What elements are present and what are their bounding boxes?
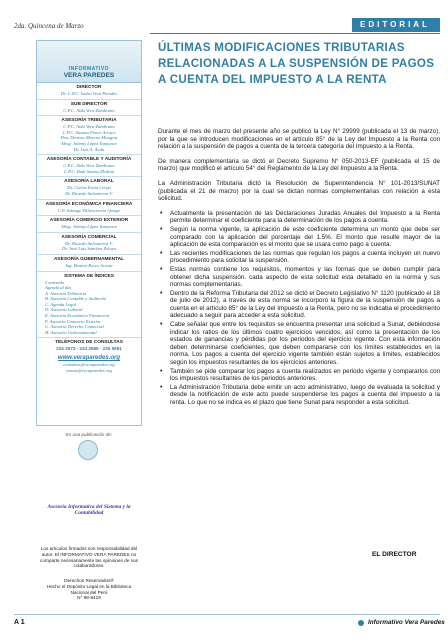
index-line: H. Asesoría Gubernamental	[45, 329, 97, 335]
bullet-item: • Dentro de la Reforma Tributaria del 2012 se dictó el Decreto Legislativo N° 1120 (publicado el 18 de julio de 2012), a través de esta norma se incorporó la figura de la suspensión de pagos a cuenta en el artículo 85° de la Ley del Impuesto a la Renta, pero no se indicaba el procedimiento adecuado a seguir para acceder a esta solicitud.	[158, 290, 440, 320]
staff-section	[37, 255, 141, 272]
staff-section-title: ASESORÍA COMERCIAL	[61, 234, 117, 240]
staff-section	[37, 116, 141, 155]
bullet-item: • Estas normas contiene los requisitos, momentos y las formas que se deben cumplir para obtener dicha suspensión. cada aspecto de esta solicitud esta detallado en la norma y sus normas complementarias.	[158, 266, 440, 289]
staff-member: Abog. Johnny López Yanayaco	[60, 224, 118, 230]
legal-rights	[36, 578, 142, 601]
staff-section-title: ASESORÍA LABORAL	[64, 179, 114, 185]
phones-section	[37, 338, 141, 375]
staff-section	[37, 177, 141, 199]
bullet-item: • La Administración Tributaria debe emitir un acto administrativo, luego de evaluada la solicitud y desde la notificación de este acto puede suspenderse los pagos a cuenta del impuesto a la renta. Lo que no se indica es el plazo que tiene Sunat para responder a esta solicitud.	[158, 384, 440, 407]
rights-line: Derechos Reservados®	[64, 578, 114, 583]
staff-member: Dr. Carlos Ezeta Cerpa	[67, 185, 111, 191]
bullet-item: • Actualmente la presentación de las Declaraciones Juradas Anuales del Impuesto a la Renta permite determinar el coeficiente para la determinación de los pagos a cuenta.	[158, 210, 440, 225]
article-title: ÚLTIMAS MODIFICACIONES TRIBUTARIAS RELACIONADAS A LA SUSPENSIÓN DE PAGOS A CUENTA DEL IMPUESTO A LA RENTA	[158, 41, 435, 86]
staff-member: C.P.C. Aida Vera Zambrano	[63, 163, 115, 169]
staff-section	[37, 155, 141, 177]
staff-member: C.P.C. Raúl Santos Medina	[63, 168, 115, 174]
staff-section	[37, 83, 141, 100]
rights-line: N° 98-8419	[77, 595, 101, 601]
issue-label: 2da. Quincena de Marzo	[14, 22, 84, 30]
magazine-logo	[37, 41, 141, 83]
email-link[interactable]: consultas@veraparedes.org	[63, 362, 115, 368]
staff-section	[37, 100, 141, 117]
index-line: E. Asesoría Económico Financiera	[45, 313, 110, 319]
bullet-list	[158, 210, 440, 407]
publisher-block	[36, 432, 142, 536]
bullet-item: • Cabe señalar que entre los requisitos se encuentra presentar una solicitud a Sunat, debiéndose indicar los ratios de los últimos cuatro ejercicios vencidos, así como la presentación de los estados de ganancias y pérdidas por los periodos del ejercicio vigente. Con esta información deben determinarse coeficientes, que deben compararse con los límites establecidos en la norma. Los pagos a cuenta del ejercicio vigente también están sujetos a límites, establecidos según los impuestos resultantes de los ejercicios anteriores.	[158, 321, 440, 367]
staff-section	[37, 233, 141, 255]
rights-line: Hecho el Depósito Legal en la Biblioteca	[46, 583, 132, 589]
staff-member: Abog. Johnny López Yanayaco	[60, 140, 118, 146]
section-label: EDITORIAL	[360, 20, 430, 29]
index-line: Agenda al día	[45, 285, 71, 291]
index-line: G. Asesoría Derecho Comercial	[45, 324, 104, 330]
rights-line: Nacional del Perú	[70, 589, 108, 595]
staff-section	[37, 216, 141, 233]
logo-tagline: INFORMATIVO	[68, 66, 110, 72]
phone-numbers: 224 2573 - 224 2595 - 225 5951	[56, 346, 122, 352]
index-line: A. Asesoría Tributaria	[45, 290, 87, 296]
staff-member: Dr. Ricardo Salvatierra V.	[65, 240, 113, 246]
disclaimer: Los artículos firmados son responsabilidad del autor. El INFORMATIVO VERA PAREDES no comparte necesariamente las opiniones de sus colaboradores.	[40, 546, 138, 569]
footer-divider	[14, 614, 440, 615]
staff-list	[37, 83, 141, 272]
article-paragraph: La Administración Tributaria dictó la Resolución de Superintendencia N° 101-2013/SUNAT (publicada el 21 de marzo) por la cual se dictan normas complementarias con relación a esta solicitud.	[158, 179, 440, 203]
publisher-logo-icon	[78, 440, 98, 460]
staff-section-title: ASESORÍA TRIBUTARIA	[61, 118, 117, 124]
brand-icon	[358, 620, 364, 626]
article-paragraph: De manera complementaria se dictó el Decreto Supremo N° 050-2013-EF (publicada el 15 de marzo) que modificó el artículo 54° del Reglamento de la Ley del Impuesto a la Renta.	[158, 157, 440, 173]
email-link[interactable]: ventas@veraparedes.org	[66, 367, 112, 373]
publisher-name: Asesoría Informativa del Sistema y la Contabilidad	[47, 504, 131, 516]
article-body	[158, 128, 440, 408]
footer-brand: Informativo Vera Paredes	[368, 619, 445, 626]
index-section	[37, 272, 141, 339]
phones-title: TELÉFONOS DE CONSULTAS	[55, 340, 123, 346]
website-link[interactable]: www.veraparedes.org	[57, 355, 121, 362]
staff-section-title: ASESORÍA COMERCIO EXTERIOR	[49, 218, 129, 224]
staff-section	[37, 200, 141, 217]
header-divider	[150, 33, 440, 34]
staff-member: C.P.C. Aida Vera Zambrano	[63, 107, 115, 113]
staff-section-title: ASESORÍA GUBERNAMENTAL	[53, 256, 125, 262]
staff-member: C.P. Solange Villavicencio Quispe	[57, 207, 121, 213]
staff-member: Dr. C.P.C. Isidro Vera Paredes	[60, 91, 118, 96]
logo-name: VERA PAREDES	[63, 72, 115, 79]
staff-member: Dr. Luis A. Ávila	[73, 146, 105, 152]
page-number: A 1	[14, 619, 25, 626]
index-line: F. Asesoría Comercio Exterior	[45, 318, 102, 324]
index-line: D. Asesoría Laboral	[45, 307, 83, 313]
staff-section-title: ASESORÍA ECONÓMICA FINANCIERA	[45, 201, 133, 207]
bullet-item: • Las recientes modificaciones de las normas que regulan los pagos a cuenta incluyen un nuevo procedimiento para solicitar la suspensión.	[158, 250, 440, 265]
index-title: SISTEMA DE ÍNDICES	[64, 273, 114, 279]
staff-section-title: SUB DIRECTOR	[70, 101, 108, 107]
staff-section-title: ASESORÍA CONTABLE Y AUDITORÍA	[46, 157, 132, 163]
staff-section-title: DIRECTOR	[76, 85, 102, 90]
staff-member: C.P.C. Susana Ponce Arroyo	[62, 129, 116, 135]
staff-member: Dr. Ricardo Salvatierra V.	[65, 190, 113, 196]
article-paragraph: Durante el mes de marzo del presente año se publicó la Ley N° 29999 (publicada el 13 de marzo), por la que se introducen modificaciones en el artículo 85° de la Ley del Impuesto a la Renta con relación a la suspensión de pagos a cuenta de la tercera categoría del Impuesto a la Renta.	[158, 128, 440, 151]
staff-member: C.P.C. Aida Vera Zambrano	[63, 124, 115, 130]
staff-member: Ing. Beatriz Reyes Acosta	[65, 262, 113, 268]
staff-member: Dr. José Luis Sánchez Zelaya	[62, 246, 116, 252]
staff-member: Dra. Denisse Moreno Mongrut	[60, 135, 118, 141]
bullet-item: • Según la norma vigente, la aplicación de este coeficiente determina un monto que debe ser comparado con la aplicación del porcentaje del 1.5%. El monto que resulte mayor de la aplicación de esta comparación es el monto que se usara como pago a cuenta.	[158, 226, 440, 249]
index-line: C. Agenda Legal	[45, 301, 76, 307]
publisher-caption: Es una publicación de:	[65, 432, 113, 437]
bullet-item: • También se pide comparar los pagos a cuenta realizados en periodo vigente y compararlos con los impuestos resultantes de los periodos anteriores.	[158, 368, 440, 383]
article-signature: EL DIRECTOR	[372, 551, 417, 558]
index-line: B. Asesoría Contable y Auditoría	[45, 296, 106, 302]
index-line: Contenido	[45, 279, 65, 285]
masthead-sidebar	[36, 40, 142, 426]
